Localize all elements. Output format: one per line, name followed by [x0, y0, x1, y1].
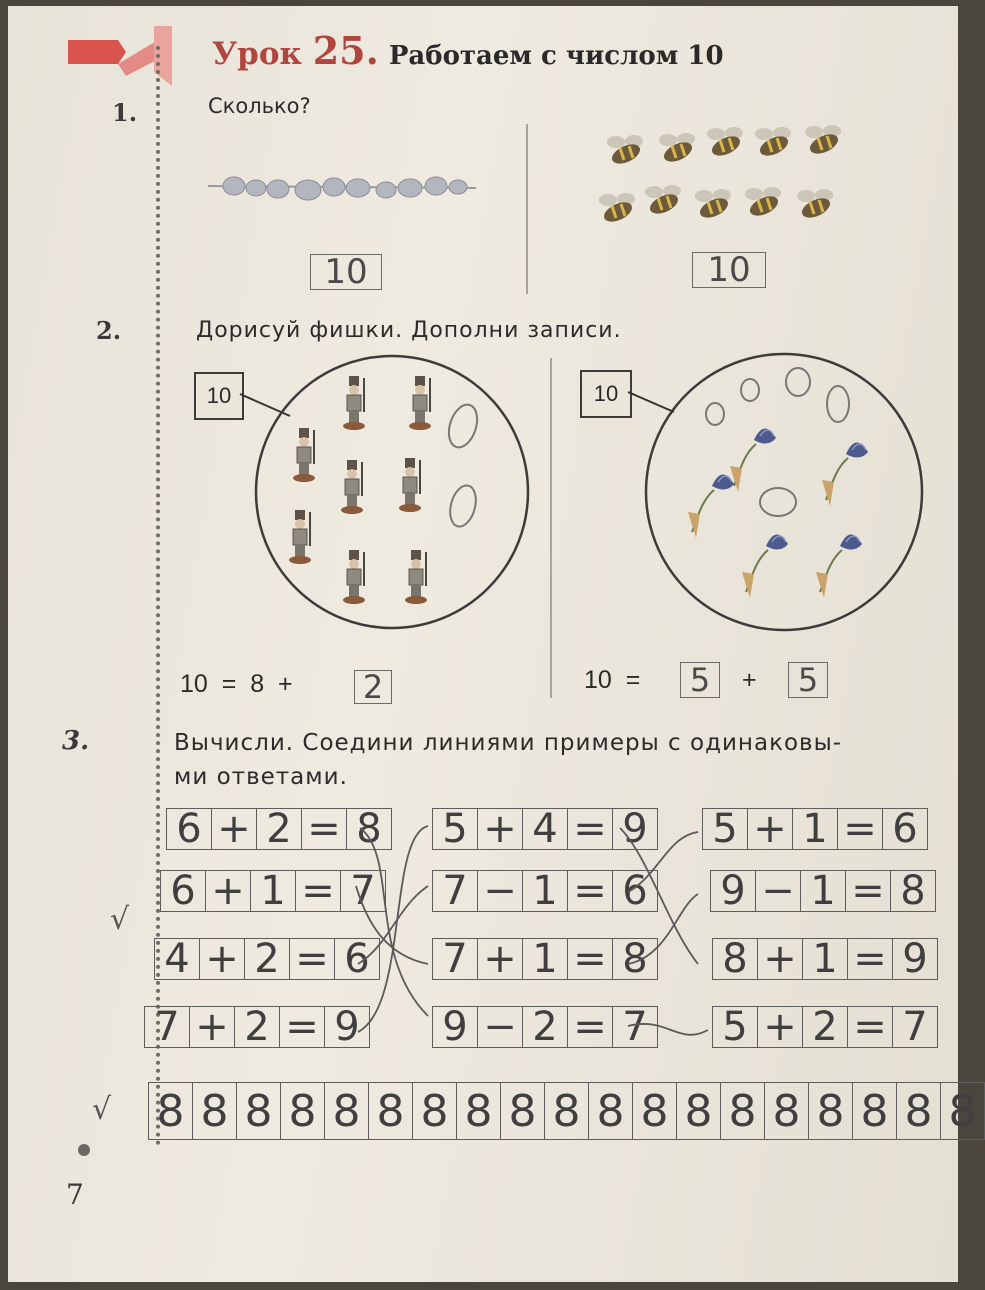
strip-cell[interactable]: 8	[281, 1083, 325, 1139]
example-answer[interactable]: 8	[356, 806, 382, 852]
example-cell: 4	[155, 939, 200, 979]
lesson-label: Урок 25.	[212, 28, 379, 73]
example-cells[interactable]	[160, 870, 386, 912]
strip-cell[interactable]: 8	[853, 1083, 897, 1139]
example-cells[interactable]	[166, 808, 392, 850]
task1-left-answer[interactable]: 10	[310, 254, 382, 290]
strip-cell[interactable]: 8	[897, 1083, 941, 1139]
example-cell: 7	[433, 939, 478, 979]
example-answer[interactable]: 6	[622, 868, 648, 914]
task2-number: 2.	[96, 316, 122, 345]
example-cell: =	[838, 809, 883, 849]
example-cell: 8	[713, 939, 758, 979]
example-cell: 2	[235, 1007, 280, 1047]
example-cells[interactable]	[702, 808, 928, 850]
example-cell: 6	[167, 809, 212, 849]
example-answer[interactable]: 7	[622, 1004, 648, 1050]
strip-cell[interactable]: 8	[633, 1083, 677, 1139]
example-cell: =	[568, 1007, 613, 1047]
example-cell: +	[478, 809, 523, 849]
task2-right-equation: 10 =	[584, 666, 641, 694]
task3-number: 3.	[62, 726, 90, 756]
strip-cell[interactable]: 8	[809, 1083, 853, 1139]
example-answer[interactable]: 6	[892, 806, 918, 852]
bell-flower-icon	[688, 474, 734, 538]
example-cells[interactable]	[432, 808, 658, 850]
example-cell: +	[206, 871, 251, 911]
task1-right-answer[interactable]: 10	[692, 252, 766, 288]
example-cell: −	[756, 871, 801, 911]
example-cell: +	[748, 809, 793, 849]
task2-right-plus: +	[742, 666, 757, 694]
example-cell: +	[212, 809, 257, 849]
strip-cell[interactable]: 8	[765, 1083, 809, 1139]
task2-left-answer-box[interactable]: 2	[354, 670, 392, 704]
workbook-page	[8, 6, 977, 1282]
example-answer[interactable]: 8	[900, 868, 926, 914]
check-mark-2: √	[92, 1092, 112, 1127]
strip-cell[interactable]: 8	[589, 1083, 633, 1139]
example-cell: +	[758, 1007, 803, 1047]
example-answer[interactable]: 9	[334, 1004, 360, 1050]
example-cell: =	[280, 1007, 325, 1047]
example-cell: −	[478, 871, 523, 911]
example-cell: 6	[161, 871, 206, 911]
example-answer[interactable]: 6	[344, 936, 370, 982]
example-cell: =	[846, 871, 891, 911]
strip-cell[interactable]: 8	[721, 1083, 765, 1139]
example-cells[interactable]	[432, 938, 658, 980]
soldier-icon	[289, 510, 311, 564]
example-cell: 1	[523, 871, 568, 911]
example-cell: +	[190, 1007, 235, 1047]
example-cells[interactable]	[710, 870, 936, 912]
example-cell: 1	[251, 871, 296, 911]
task1-number: 1.	[112, 98, 138, 127]
strip-cell[interactable]: 8	[545, 1083, 589, 1139]
example-cell: 5	[713, 1007, 758, 1047]
task3-prompt-line2: ми ответами.	[174, 764, 348, 790]
strip-cell[interactable]: 8	[948, 1085, 977, 1137]
lesson-topic: Работаем с числом 10	[388, 41, 724, 71]
example-cell: =	[568, 871, 613, 911]
soldier-icon	[293, 428, 315, 482]
task1-prompt: Сколько?	[208, 94, 311, 118]
soldier-icon	[405, 550, 427, 604]
task2-sets-picture	[8, 6, 978, 726]
soldier-icon	[343, 550, 365, 604]
example-cell: =	[296, 871, 341, 911]
example-cell: 1	[803, 939, 848, 979]
example-cells[interactable]	[432, 870, 658, 912]
strip-cell[interactable]: 8	[457, 1083, 501, 1139]
example-cell: 1	[801, 871, 846, 911]
example-cell: 9	[433, 1007, 478, 1047]
strip-cell[interactable]: 8	[501, 1083, 545, 1139]
task3-prompt-line1: Вычисли. Соедини линиями примеры с одинаковы-	[174, 730, 843, 756]
strip-cell[interactable]: 8	[237, 1083, 281, 1139]
check-mark-1: √	[110, 902, 130, 937]
example-answer[interactable]: 9	[622, 806, 648, 852]
strip-cell[interactable]: 8	[325, 1083, 369, 1139]
example-cell: 2	[803, 1007, 848, 1047]
soldier-icon	[341, 460, 363, 514]
example-cell: 7	[433, 871, 478, 911]
task2-right-answer-a[interactable]: 5	[680, 662, 720, 698]
strip-cell[interactable]: 8	[369, 1083, 413, 1139]
example-cell: 4	[523, 809, 568, 849]
example-cells[interactable]	[712, 938, 938, 980]
task2-left-equation: 10 = 8 +	[180, 670, 293, 698]
digit-writing-strip[interactable]	[148, 1082, 985, 1140]
example-cell: 1	[523, 939, 568, 979]
example-cell: 2	[257, 809, 302, 849]
example-cell: +	[758, 939, 803, 979]
strip-cell[interactable]: 8	[149, 1083, 193, 1139]
task2-right-answer-b[interactable]: 5	[788, 662, 828, 698]
bell-flower-icon	[730, 428, 776, 492]
example-cell: 2	[523, 1007, 568, 1047]
example-answer[interactable]: 7	[350, 868, 376, 914]
example-cell: =	[568, 809, 613, 849]
example-answer[interactable]: 9	[902, 936, 928, 982]
strip-cell[interactable]: 8	[413, 1083, 457, 1139]
strip-cell[interactable]: 8	[677, 1083, 721, 1139]
example-cell: +	[200, 939, 245, 979]
example-cells[interactable]	[712, 1006, 938, 1048]
example-cell: 2	[245, 939, 290, 979]
example-cell: =	[290, 939, 335, 979]
lesson-number: 25.	[312, 28, 379, 73]
example-cell: 5	[433, 809, 478, 849]
bell-flower-icon	[742, 534, 788, 598]
example-cell: −	[478, 1007, 523, 1047]
example-cell: 9	[711, 871, 756, 911]
example-answer[interactable]: 8	[622, 936, 648, 982]
bell-flower-icon	[822, 442, 868, 506]
task2-prompt: Дорисуй фишки. Дополни записи.	[196, 318, 622, 343]
soldier-icon	[409, 376, 431, 430]
example-cell: +	[478, 939, 523, 979]
example-cell: =	[302, 809, 347, 849]
strip-cell[interactable]: 8	[193, 1083, 237, 1139]
example-cell: =	[848, 1007, 893, 1047]
example-cells[interactable]	[432, 1006, 658, 1048]
example-cell: 5	[703, 809, 748, 849]
margin-dot	[78, 1144, 90, 1156]
task2-right-label: 10	[580, 370, 632, 418]
example-cell: 7	[145, 1007, 190, 1047]
soldier-icon	[343, 376, 365, 430]
example-cell: =	[568, 939, 613, 979]
example-answer[interactable]: 7	[902, 1004, 928, 1050]
example-cell: =	[848, 939, 893, 979]
example-cells[interactable]	[144, 1006, 370, 1048]
example-cell: 1	[793, 809, 838, 849]
page-number: 7	[66, 1178, 84, 1211]
task2-left-label: 10	[194, 372, 244, 420]
bell-flower-icon	[816, 534, 862, 598]
soldier-icon	[399, 458, 421, 512]
example-cells[interactable]	[154, 938, 380, 980]
